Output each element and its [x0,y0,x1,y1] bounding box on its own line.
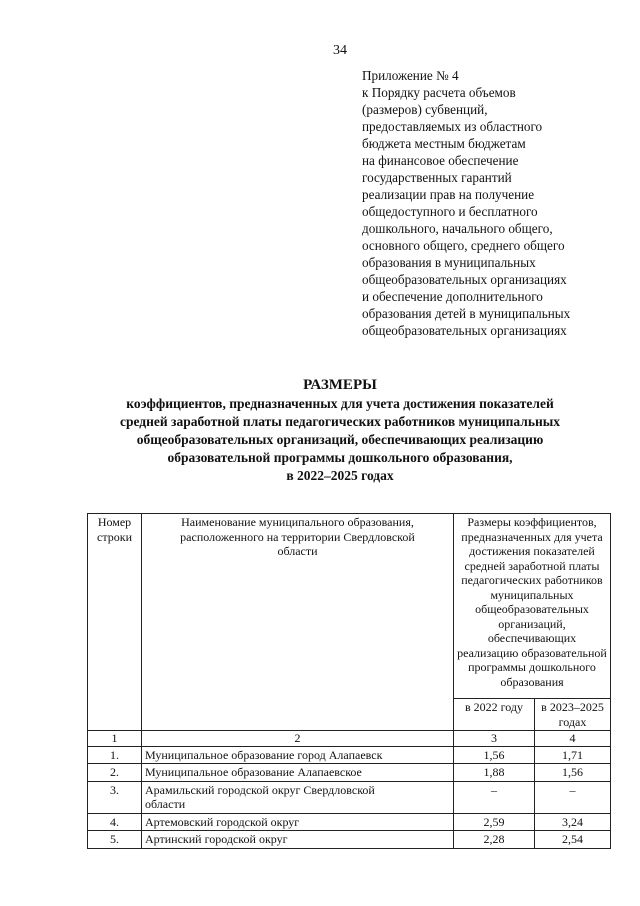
column-number: 2 [142,731,454,747]
municipality-name: Артинский городской округ [142,831,454,849]
value-2023-2025: 1,71 [535,746,611,764]
row-number: 5. [88,831,142,849]
value-2023-2025: 1,56 [535,764,611,782]
row-number: 2. [88,764,142,782]
value-2022: 1,56 [454,746,535,764]
appendix-line: реализации прав на получение [362,187,535,202]
appendix-line: и обеспечение дополнительного [362,289,543,304]
table-header-row [88,514,611,699]
row-number: 3. [88,781,142,813]
appendix-line: на финансовое обеспечение [362,153,519,168]
column-number: 3 [454,731,535,747]
appendix-line: дошкольного, начального общего, [362,221,553,236]
value-2022: 1,88 [454,764,535,782]
value-2022: 2,28 [454,831,535,849]
title-line: образовательной программы дошкольного образования, [167,450,513,465]
column-number: 4 [535,731,611,747]
appendix-line: образования в муниципальных [362,255,536,270]
appendix-reference [362,67,632,339]
appendix-line: основного общего, среднего общего [362,238,565,253]
appendix-line: образования детей в муниципальных [362,306,571,321]
appendix-line: государственных гарантий [362,170,512,185]
appendix-line: (размеров) субвенций, [362,102,488,117]
appendix-line: общеобразовательных организациях [362,323,567,338]
appendix-line: Приложение № 4 [362,68,459,83]
title-line: коэффициентов, предназначенных для учета достижения показателей [126,396,554,411]
value-2023-2025: 2,54 [535,831,611,849]
title-line: в 2022–2025 годах [286,468,394,483]
appendix-line: общеобразовательных организациях [362,272,567,287]
page-number: 34 [333,43,347,58]
table-row [88,746,611,764]
header-coefficients: Размеры коэффициентов, предназначенных для учета достижения показателей средней заработной платы педагогических работников муниципальных общеобразовательных организаций, обеспечивающих реализацию образовательной программы дошкольного образования [454,514,611,699]
value-2022: – [454,781,535,813]
header-row-number: Номер строки [88,514,142,731]
value-2022: 2,59 [454,813,535,831]
value-2023-2025: – [535,781,611,813]
title-line: общеобразовательных организаций, обеспечивающих реализацию [136,432,544,447]
municipality-name: Муниципальное образование город Алапаевск [142,746,454,764]
header-year-2023-2025: в 2023–2025 годах [535,699,611,731]
table-row [88,764,611,782]
municipality-name: Артемовский городской округ [142,813,454,831]
value-2023-2025: 3,24 [535,813,611,831]
coefficients-table [87,513,611,849]
appendix-line: к Порядку расчета объемов [362,85,516,100]
appendix-line: общедоступного и бесплатного [362,204,538,219]
row-number: 4. [88,813,142,831]
municipality-name: Муниципальное образование Алапаевское [142,764,454,782]
document-title [60,376,620,485]
table-row [88,831,611,849]
municipality-name: Арамильский городской округ Свердловской области [142,781,454,813]
appendix-line: предоставляемых из областного [362,119,543,134]
column-number-row [88,731,611,747]
column-number: 1 [88,731,142,747]
appendix-line: бюджета местным бюджетам [362,136,526,151]
table-row [88,813,611,831]
title-line: средней заработной платы педагогических работников муниципальных [119,414,561,429]
header-municipality: Наименование муниципального образования, расположенного на территории Свердловской области [142,514,454,731]
title-heading: РАЗМЕРЫ [303,377,377,393]
row-number: 1. [88,746,142,764]
table-row [88,781,611,813]
header-year-2022: в 2022 году [454,699,535,731]
